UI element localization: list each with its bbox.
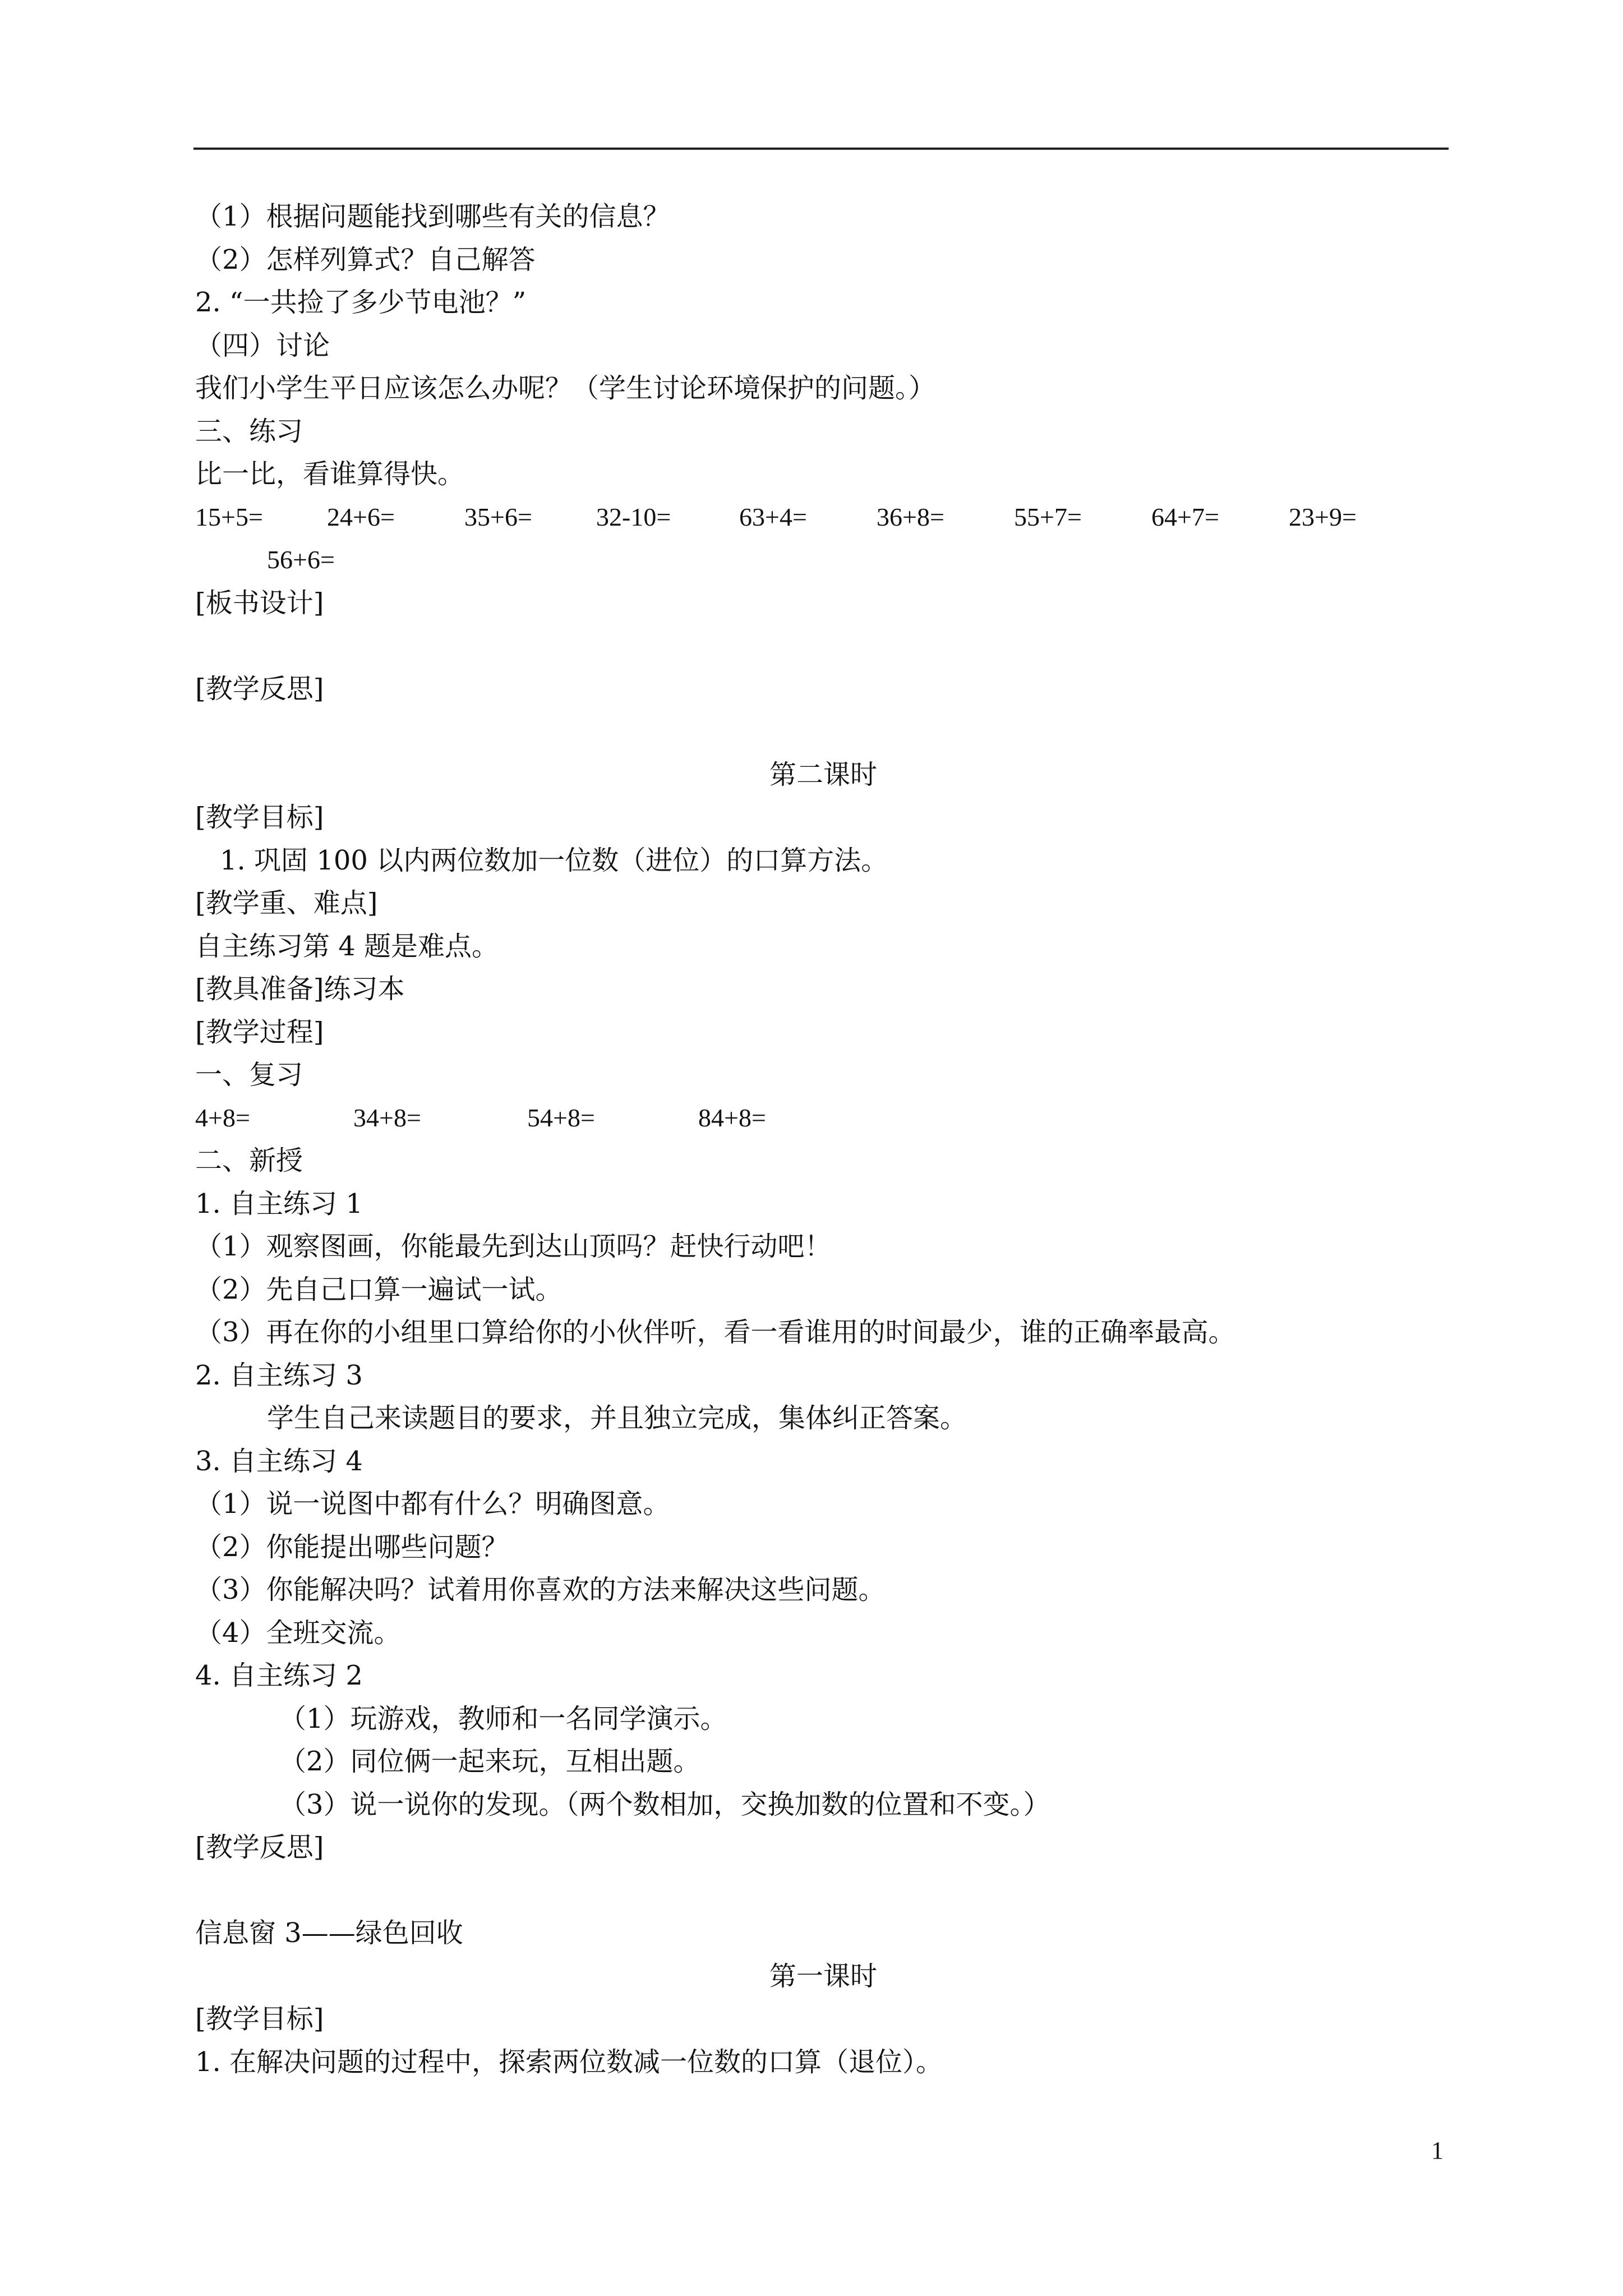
practice-equation: 23+9= [1289, 502, 1357, 531]
goal-heading: [教学目标] [195, 2003, 324, 2035]
key-points-heading: [教学重、难点] [195, 887, 378, 919]
reflection-heading: [教学反思] [195, 673, 324, 705]
practice-equation: 63+4= [739, 502, 807, 531]
exercise-item: （1）说一说图中都有什么？明确图意。 [195, 1488, 670, 1520]
goal-heading: [教学目标] [195, 802, 324, 833]
exercise-item: （3）再在你的小组里口算给你的小伙伴听，看一看谁用的时间最少，谁的正确率最高。 [195, 1317, 1235, 1348]
exercise-item: （4）全班交流。 [195, 1617, 401, 1649]
goal-item: 1. 在解决问题的过程中，探索两位数减一位数的口算（退位）。 [195, 2046, 943, 2078]
text-line: 三、练习 [195, 415, 303, 447]
text-line: 比一比，看谁算得快。 [195, 458, 465, 490]
practice-equation: 64+7= [1151, 502, 1219, 531]
exercise-item: （2）同位俩一起来玩，互相出题。 [279, 1746, 700, 1777]
review-equation: 54+8= [527, 1103, 595, 1132]
document-body [195, 195, 1451, 2083]
board-design-heading: [板书设计] [195, 587, 324, 619]
exercise-item: （3）说一说你的发现。（两个数相加，交换加数的位置和不变。） [279, 1788, 1050, 1820]
practice-equation: 24+6= [327, 502, 395, 531]
text-line: 2. “一共捡了多少节电池？” [195, 287, 527, 318]
review-equation: 84+8= [698, 1103, 766, 1132]
practice-equation: 15+5= [195, 502, 263, 531]
key-points-text: 自主练习第 4 题是难点。 [195, 930, 499, 962]
goal-item: 1. 巩固 100 以内两位数加一位数（进位）的口算方法。 [220, 844, 888, 876]
review-equation: 4+8= [195, 1103, 250, 1132]
practice-row-continued [195, 539, 1451, 582]
text-line: （四）讨论 [195, 329, 330, 361]
exercise-heading: 1. 自主练习 1 [195, 1188, 363, 1220]
exercise-heading: 4. 自主练习 2 [195, 1660, 363, 1691]
practice-equation: 55+7= [1014, 502, 1082, 531]
header-rule [193, 148, 1449, 150]
page-number: 1 [1431, 2137, 1444, 2164]
review-equation: 34+8= [353, 1103, 421, 1132]
tools-line: [教具准备]练习本 [195, 973, 405, 1005]
lesson-title: 第二课时 [769, 758, 877, 790]
practice-equation: 32-10= [596, 502, 671, 531]
exercise-text: 学生自己来读题目的要求，并且独立完成，集体纠正答案。 [267, 1402, 967, 1434]
text-line: 我们小学生平日应该怎么办呢？（学生讨论环境保护的问题。） [195, 372, 936, 404]
reflection-heading: [教学反思] [195, 1832, 324, 1863]
lesson-title: 第一课时 [769, 1960, 877, 1992]
exercise-heading: 3. 自主练习 4 [195, 1445, 363, 1477]
practice-equation: 35+6= [464, 502, 532, 531]
exercise-item: （1）玩游戏，教师和一名同学演示。 [279, 1703, 727, 1734]
new-lesson-heading: 二、新授 [195, 1145, 303, 1176]
info-window-title: 信息窗 3——绿色回收 [195, 1917, 463, 1949]
practice-row [195, 496, 1451, 539]
review-heading: 一、复习 [195, 1059, 303, 1091]
practice-equation: 56+6= [267, 545, 335, 574]
text-line: （2）怎样列算式？自己解答 [195, 243, 536, 275]
exercise-item: （3）你能解决吗？试着用你喜欢的方法来解决这些问题。 [195, 1574, 886, 1605]
review-row [195, 1097, 1451, 1140]
exercise-item: （1）观察图画，你能最先到达山顶吗？赶快行动吧！ [195, 1231, 832, 1262]
exercise-item: （2）先自己口算一遍试一试。 [195, 1273, 562, 1305]
text-line: （1）根据问题能找到哪些有关的信息？ [195, 201, 670, 232]
exercise-heading: 2. 自主练习 3 [195, 1359, 363, 1391]
process-heading: [教学过程] [195, 1016, 324, 1048]
exercise-item: （2）你能提出哪些问题？ [195, 1531, 509, 1563]
practice-equation: 36+8= [877, 502, 944, 531]
